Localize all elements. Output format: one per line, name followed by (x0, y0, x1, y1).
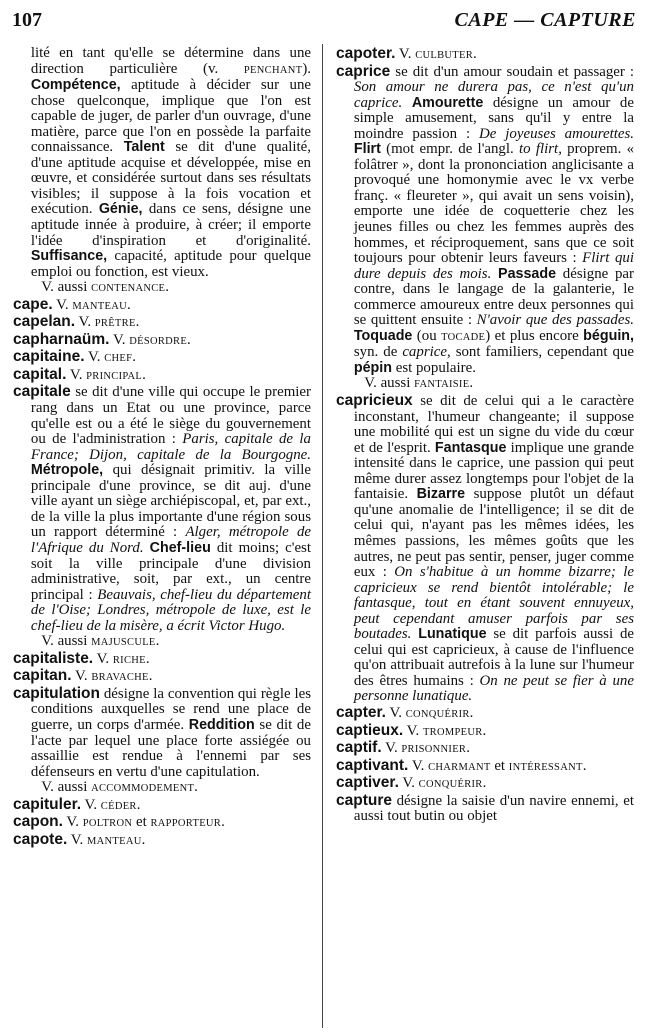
text: dans ce sens, désigne une aptitude innée à produire, à créer; il emporte l'idée d'inspiration et d'originalité. (30, 201, 311, 249)
term: Génie, (98, 201, 143, 218)
text: V. (75, 314, 95, 331)
text: V. (395, 46, 416, 62)
text: se dit parfois aussi de celui qui est capricieux, à cause de l'influence qu'on attribuait autrefois à la lune sur l'humeur des êtres humains : (353, 626, 634, 689)
text: . (466, 740, 470, 757)
italic-term: to flirt (519, 141, 559, 158)
text: . (132, 349, 137, 366)
cross-reference: CONTENANCE (91, 283, 166, 295)
text: . (165, 279, 169, 296)
term: Lunatique (418, 626, 487, 643)
headword: capon. (13, 813, 63, 831)
headword: capricieux (336, 392, 413, 410)
term: Chef-lieu (149, 539, 211, 556)
cross-reference: PRINCIPAL (86, 370, 143, 382)
left-continued-entry (13, 46, 311, 280)
text: . (582, 757, 587, 774)
text: . (141, 831, 146, 848)
right-entry (336, 740, 634, 758)
cross-reference: DÉSORDRE (129, 335, 188, 347)
left-entry (13, 832, 311, 850)
text: et (490, 757, 509, 774)
headword: capitaliste. (13, 649, 94, 667)
cross-reference: MAJUSCULE (91, 637, 156, 649)
cross-reference: CHARMANT (428, 761, 491, 773)
cross-reference: RAPPORTEUR (150, 818, 222, 830)
left-entry (13, 668, 311, 686)
text: . (187, 331, 191, 348)
text: V. aussi (41, 279, 92, 296)
left-entry (13, 297, 311, 315)
text: se dit de l'acte par lequel une place forte assiégée ou assaillie est rendue à l'ennemi par ses défenseurs en vertu d'une capitulation. (30, 716, 311, 780)
headword: capital. (13, 365, 67, 383)
text: implique une grande intensité dans le caprice, une passion qui peut même durer assez longtemps pour l'objet de la fantaisie. (353, 439, 634, 503)
headword: captif. (336, 739, 382, 757)
cross-reference: PRÊTRE (94, 318, 136, 330)
page-number: 107 (12, 9, 42, 31)
text: . (142, 366, 146, 383)
text: V. (67, 831, 87, 848)
headword: capelan. (13, 313, 76, 331)
text: . (482, 775, 487, 792)
example: Beauvais, chef-lieu du département de l'Oise; Londres, métropole de luxe, est le chef-lieu de la misère, a écrit Victor Hugo. (30, 586, 311, 634)
headword: captivant. (336, 756, 409, 774)
term: béguin, (583, 327, 634, 344)
example: Paris, capitale de la France; Dijon, capitale de la Bourgogne. (30, 431, 311, 463)
headword: capoter. (336, 45, 396, 62)
text: aptitude à décider sur une chose quelconque, implique que l'on est capable de juger, de parler d'un ouvrage, d'une matière, parce que l'on en possède la parfaite connaissance. (30, 77, 311, 156)
text: V. (66, 366, 87, 383)
example: Son amour ne durera pas, ce n'est qu'un caprice. (353, 79, 634, 111)
example: N'avoir que des passades. (476, 312, 634, 329)
text: . (126, 296, 131, 313)
cross-reference: MANTEAU (72, 300, 127, 312)
left-entry (13, 384, 311, 634)
text: . (469, 704, 474, 721)
text: lité en tant qu'elle se détermine dans une direction particulière (v. (30, 45, 311, 77)
example: On ne peut se fier à une personne lunatique. (353, 672, 634, 705)
cross-reference: ACCOMMODEMENT (91, 783, 195, 795)
term: Talent (123, 139, 165, 156)
text: V. (62, 814, 83, 831)
text: (ou (412, 327, 442, 344)
cross-reference: TOCADE (441, 331, 486, 343)
cross-reference: CÉDER (100, 800, 137, 812)
left-entry (13, 367, 311, 385)
term: Amourette (411, 94, 484, 111)
left-entry (13, 797, 311, 815)
text: désigne un amour de simple amusement, sans qu'il y entre la moindre passion : (353, 94, 634, 142)
right-column (336, 46, 634, 825)
left-entry (13, 314, 311, 332)
text: V. aussi (364, 375, 415, 392)
text: . (145, 650, 150, 667)
left-entry (13, 814, 311, 832)
left-entry (13, 349, 311, 367)
cross-reference: BRAVACHE (91, 672, 149, 684)
right-entry (336, 723, 634, 741)
text: désigne la convention qui règle les conditions auxquelles se rend une place de guerre, un corps d'armée. (30, 685, 311, 733)
example: Flirt qui dure depuis des mois. (353, 250, 634, 282)
headword: capitulation (13, 684, 100, 702)
text: . (136, 796, 141, 813)
right-entry (336, 46, 634, 64)
text: V. (398, 775, 419, 792)
text: V. (109, 331, 130, 348)
text: . (469, 375, 474, 392)
text: se dit d'un amour soudain et passager : (390, 63, 634, 80)
right-entry (336, 775, 634, 793)
text: , proprem. « folâtrer », dont la prononciation anglicisante a provoqué une homonymie avec le vx verbe franç. « fleureter », qui avait un sens voisin), emporte une idée de coquetterie chez les jeunes filles ou chez les femmes auprès des hommes, et réciproquement, sans que ce soit toujours pour obtenir leurs faveurs : (353, 141, 635, 267)
headword: capote. (13, 830, 68, 848)
left-column (13, 46, 311, 849)
example: On s'habitue à un homme bizarre; le capricieux se rend bientôt intolérable; le fantasque, tout en étant souvent ennuyeux, peut cependant amuser parfois par ses boutades. (353, 564, 634, 643)
text: V. (71, 668, 92, 685)
left-see-also (13, 280, 311, 297)
italic-term: caprice (402, 344, 447, 361)
text: . (148, 668, 153, 685)
text: . (473, 46, 477, 62)
text: V. (84, 349, 105, 366)
term: Suffisance, (30, 248, 108, 265)
headword: capitan. (13, 667, 72, 685)
cross-reference: POLTRON (82, 818, 133, 830)
text: . (135, 314, 140, 331)
text: se dit d'une qualité, d'une aptitude acquise et développée, mise en œuvre, et considérée surtout dans ses résultats visibles; il suppose à la fois vocation et exécution. (30, 139, 312, 218)
term: Compétence, (30, 77, 121, 94)
term: Passade (498, 265, 557, 282)
left-see-also (13, 634, 311, 651)
text: ). (302, 60, 311, 77)
text: qui désignait primitiv. la ville principale d'une province, se dit auj. d'une ville ayant un siège archiépiscopal, et, par ext., de la ville la plus importante d'une région sous un rapport déterminé : (30, 462, 311, 541)
left-entry (13, 651, 311, 669)
page-header (10, 6, 636, 36)
text: se dit d'une ville qui occupe le premier rang dans un Etat ou une province, parce qu'elle est ou a été le siège du gouvernement ou de l'administration : (30, 384, 311, 448)
left-see-also (13, 780, 311, 797)
headword: cape. (13, 295, 53, 313)
text: . (155, 633, 160, 650)
cross-reference: TROMPEUR (422, 726, 483, 738)
term: Flirt (353, 141, 381, 158)
headword: capharnaüm. (13, 330, 110, 348)
text: , sont familiers, cependant que (446, 344, 634, 361)
right-entry (336, 793, 634, 825)
text: . (194, 779, 198, 796)
text: V. aussi (41, 779, 92, 796)
text: dit moins; c'est soit la ville principale d'une division administrative, soit, par ext., un centre principal : (30, 539, 311, 603)
term: Fantasque (434, 439, 507, 456)
left-entry (13, 332, 311, 350)
text: . (221, 814, 225, 831)
headword: capture (336, 791, 392, 809)
term: pépin (353, 359, 392, 376)
text: capacité, aptitude pour quelque emploi ou fonction, est vieux. (30, 248, 311, 280)
text: suppose plutôt un défaut qu'une anomalie de l'intelligence; il se dit de celui qui, n'ayant pas les mêmes idées, les mêmes passions, les mêmes goûts que les autres, ne peut pas sentir, penser, juger comme eux : (353, 486, 635, 581)
text (402, 95, 412, 111)
right-entry (336, 758, 634, 776)
cross-reference: FANTAISIE (414, 379, 470, 391)
text: (mot empr. de l'angl. (380, 141, 519, 158)
term: Reddition (188, 716, 255, 733)
headword: capitale (13, 383, 71, 401)
headword: captieux. (336, 721, 404, 739)
text: V. (52, 296, 73, 313)
text: désigne la saisie d'un navire ennemi, et aussi tout butin ou objet (353, 792, 634, 825)
text: est populaire. (392, 359, 476, 376)
text: V. (385, 704, 406, 721)
text: ) et plus encore (485, 327, 584, 344)
cross-reference: CONQUÉRIR (418, 779, 483, 791)
running-head: CAPE — CAPTURE (454, 9, 636, 31)
right-see-also (336, 376, 634, 393)
term: Métropole, (30, 462, 104, 479)
cross-reference: INTÉRESSANT (508, 761, 583, 773)
cross-reference: PRISONNIER (401, 744, 467, 756)
headword: captiver. (336, 774, 399, 792)
term: Bizarre (416, 486, 466, 503)
term: Toquade (353, 327, 413, 344)
right-entry (336, 393, 634, 705)
text: se dit de celui qui a le caractère inconstant, l'humeur changeante; il suppose une mobilité qui est un signe du vide du cœur et de l'esprit. (353, 393, 634, 456)
text: V. (81, 796, 101, 813)
cross-reference: CHEF (104, 353, 133, 365)
column-divider (322, 44, 323, 1028)
right-entry (336, 64, 634, 377)
headword: capitaine. (13, 348, 85, 366)
headword: capter. (336, 703, 386, 721)
cross-reference: CULBUTER (415, 50, 474, 61)
text: désigne par contre, dans le langage de la galanterie, le commerce amoureux entre deux personnes qui se quittent ensuite : (353, 265, 634, 329)
headword: caprice (336, 62, 391, 80)
text: V. (408, 757, 429, 774)
example: De joyeuses amourettes. (479, 125, 634, 142)
text: V. (381, 740, 402, 757)
cross-reference: RICHE (112, 654, 146, 666)
text: V. (403, 722, 423, 739)
text: . (482, 722, 487, 739)
cross-reference: CONQUÉRIR (405, 708, 470, 720)
text: V. aussi (41, 633, 92, 650)
left-entry (13, 686, 311, 780)
right-entry (336, 705, 634, 723)
cross-reference: MANTEAU (87, 835, 142, 847)
text: et (132, 814, 151, 831)
headword: capituler. (13, 795, 82, 813)
example: Alger, métropole de l'Afrique du Nord. (30, 524, 311, 556)
cross-reference: PENCHANT (243, 64, 303, 76)
text: syn. de (353, 344, 403, 361)
text: V. (93, 650, 113, 667)
